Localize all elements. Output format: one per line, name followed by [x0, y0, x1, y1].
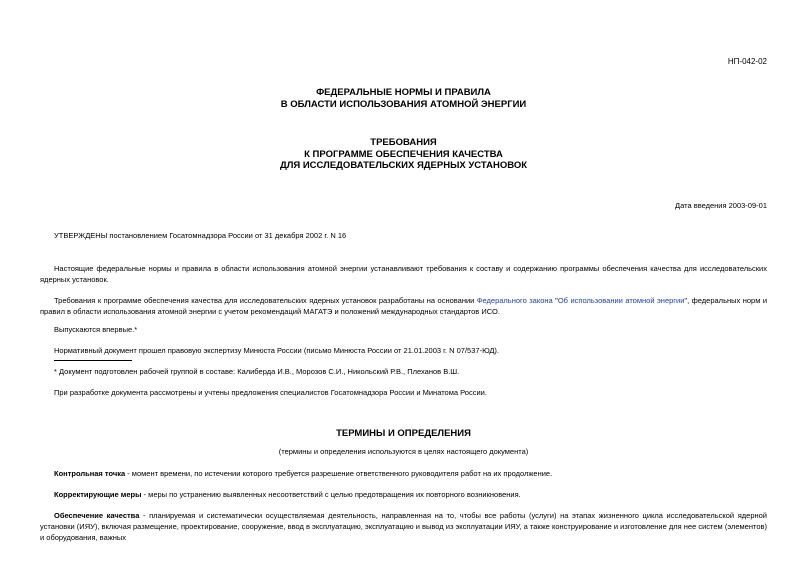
legal-review-note: Нормативный документ прошел правовую экспертизу Минюста России (письмо Минюста России от 21.01.2003 г. N 07/537-ЮД).: [54, 346, 499, 355]
consideration-note: При разработке документа рассмотрены и учтены предложения специалистов Госатомнадзора России и Минатома России.: [54, 388, 487, 397]
basis-paragraph: [40, 295, 767, 317]
term-corrective-measures: [40, 489, 767, 500]
title-line-3: ДЛЯ ИССЛЕДОВАТЕЛЬСКИХ ЯДЕРНЫХ УСТАНОВОК: [279, 160, 528, 171]
term-definition: - момент времени, по истечении которого требуется разрешение ответственного руководителя работ на их продолжение.: [125, 469, 553, 478]
term-name: Контрольная точка: [54, 469, 126, 478]
footnote: * Документ подготовлен рабочей группой в составе: Калиберда И.В., Морозов С.И., Никольский Р.В., Плеханов В.Ш.: [54, 367, 460, 376]
term-name: Обеспечение качества: [54, 511, 140, 520]
intro-paragraph: Настоящие федеральные нормы и правила в области использования атомной энергии устанавливают требования к составу и содержанию программы обеспечения качества для исследовательских ядерных установок.: [40, 264, 767, 284]
term-definition: - меры по устранению выявленных несоответствий с целью предотвращения их повторного возникновения.: [141, 490, 521, 499]
basis-text-mid: ": [552, 296, 558, 305]
atomic-energy-law-link[interactable]: Об использовании атомной энергии: [557, 296, 685, 305]
term-definition: - планируемая и систематически осуществляемая деятельность, направленная на то, чтобы все работы (услуги) на этапах жизненного цикла исследовательской ядерной установки (ИЯУ), включая размещение, проектирование, сооружение, ввод в эксплуатацию, эксплуатацию и вывод из эксплуатации ИЯУ, а также конструирование и изготовление для нее систем (элементов) и оборудования, важных: [40, 511, 767, 542]
title-line-1: ТРЕБОВАНИЯ: [370, 137, 437, 148]
term-quality-assurance: [40, 510, 767, 543]
basis-text-after: ", федеральных норм и правил в области использования атомной энергии с учетом рекомендаций МАГАТЭ и положений международных стандартов ИСО.: [40, 296, 768, 316]
footnote-divider: [54, 360, 132, 361]
header-line-2: В ОБЛАСТИ ИСПОЛЬЗОВАНИЯ АТОМНОЙ ЭНЕРГИИ: [280, 99, 527, 110]
term-control-point: [40, 468, 767, 479]
header-line-1: ФЕДЕРАЛЬНЫЕ НОРМЫ И ПРАВИЛА: [316, 87, 491, 98]
approval-statement: УТВЕРЖДЕНЫ постановлением Госатомнадзора России от 31 декабря 2002 г. N 16: [54, 231, 347, 240]
term-name: Корректирующие меры: [54, 490, 142, 499]
basis-text-before: Требования к программе обеспечения качества для исследовательских ядерных установок разработаны на основании: [54, 296, 477, 305]
effective-date: Дата введения 2003-09-01: [675, 201, 767, 210]
first-issue-note: Выпускаются впервые.*: [54, 325, 138, 334]
title-line-2: К ПРОГРАММЕ ОБЕСПЕЧЕНИЯ КАЧЕСТВА: [304, 149, 503, 160]
federal-law-link[interactable]: Федерального закона: [476, 296, 553, 305]
document-number: НП-042-02: [727, 57, 767, 66]
terms-heading: ТЕРМИНЫ И ОПРЕДЕЛЕНИЯ: [336, 428, 471, 439]
terms-subheading: (термины и определения используются в целях настоящего документа): [278, 447, 529, 456]
